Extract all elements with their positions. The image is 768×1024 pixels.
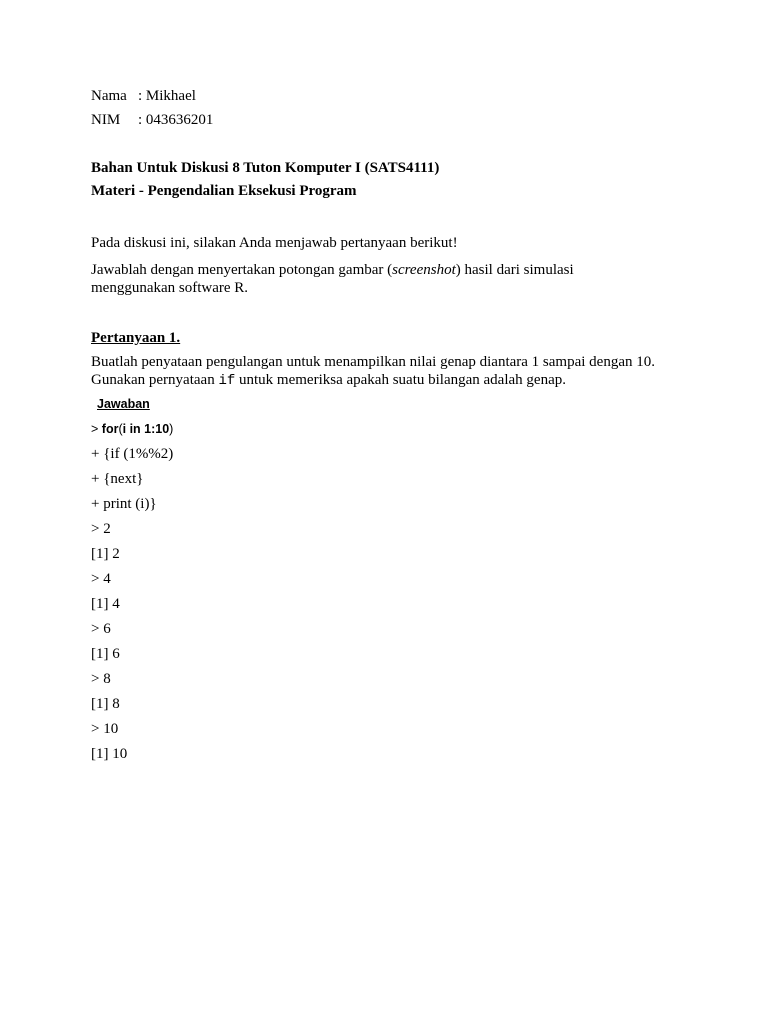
nim-row [91,109,213,131]
answer-code-line: [1] 2 [91,546,120,562]
nim-label: NIM [91,112,121,128]
question-1-text [91,353,691,390]
document-subtitle: Materi - Pengendalian Eksekusi Program [91,183,357,199]
answer-code-line: [1] 4 [91,596,120,612]
answer-code-line: [1] 10 [91,746,128,762]
name-label: Nama [91,88,127,104]
answer-label: Jawaban [97,397,150,411]
document-title: Bahan Untuk Diskusi 8 Tuton Komputer I (SATS4111) [91,160,440,176]
intro-line-2-before: Jawablah dengan menyertakan potongan gambar ( [91,262,393,278]
answer-code-paren-open: ( [118,422,123,436]
answer-code-line: + {next} [91,471,144,487]
intro-line-2-after: ) hasil dari simulasi menggunakan software R. [91,262,574,296]
question-1-text-line-1: Buatlah penyataan pengulangan untuk menampilkan nilai genap diantara 1 sampai dengan 10. [91,354,655,370]
answer-code-prefix: > [91,422,102,436]
answer-code-for: for [101,422,119,436]
intro-line-2-italic: screenshot [392,262,456,278]
answer-code-line-first [91,418,173,440]
answer-code-line: > 4 [91,571,111,587]
answer-code-paren-close: ) [169,422,174,436]
answer-code-line: > 6 [91,621,111,637]
name-value: : Mikhael [138,88,196,104]
question-1-text-line-2-before: Gunakan pernyataan [91,372,219,388]
answer-code-line: > 10 [91,721,119,737]
question-1-code-if: if [218,373,236,389]
answer-code-range: i in 1:10 [122,422,170,436]
name-row [91,85,196,107]
question-1-text-line-2 [91,371,691,390]
intro-line-2 [91,261,651,297]
answer-code-line: [1] 8 [91,696,120,712]
intro-line-1: Pada diskusi ini, silakan Anda menjawab pertanyaan berikut! [91,235,458,251]
answer-code-block [91,442,173,767]
answer-code-line: > 8 [91,671,111,687]
answer-code-line: + {if (1%%2) [91,446,174,462]
question-1-title: Pertanyaan 1. [91,330,181,346]
answer-code-line: [1] 6 [91,646,120,662]
nim-value: : 043636201 [138,112,214,128]
question-1-text-line-2-after: untuk memeriksa apakah suatu bilangan adalah genap. [235,372,566,388]
answer-code-line: + print (i)} [91,496,157,512]
answer-code-line: > 2 [91,521,111,537]
